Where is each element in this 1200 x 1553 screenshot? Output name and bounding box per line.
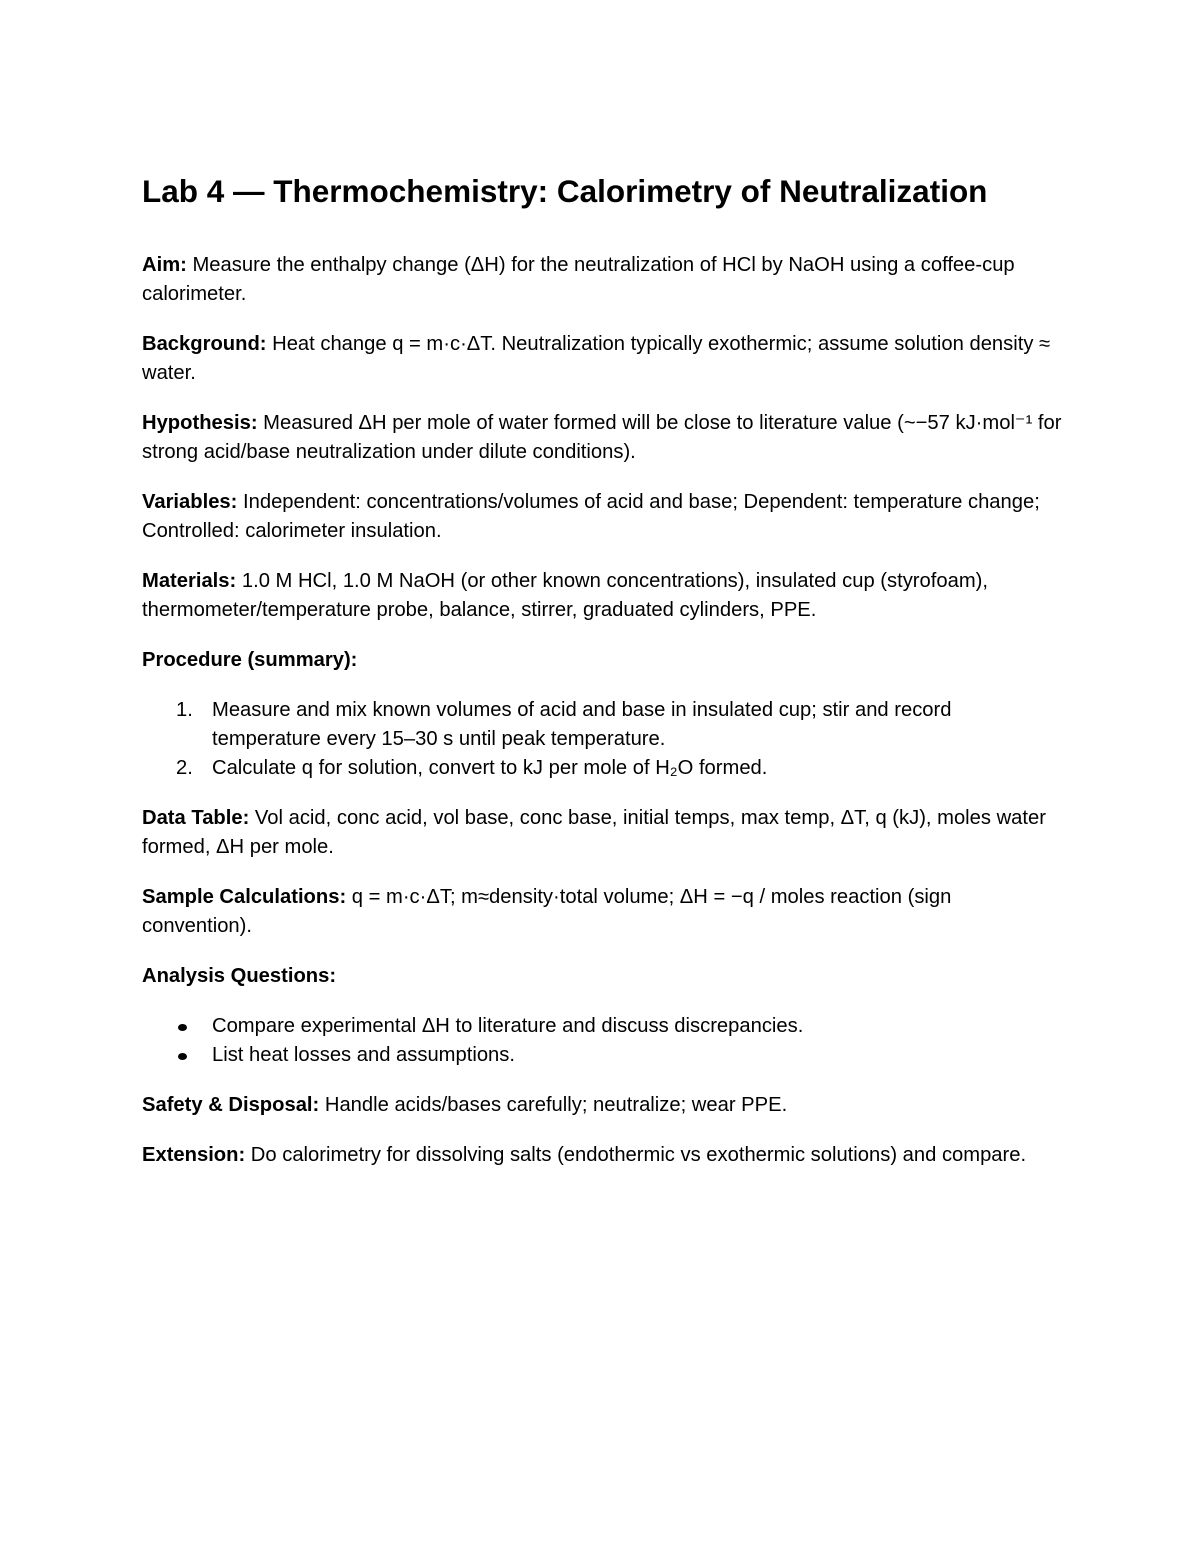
procedure-heading — [142, 646, 1062, 675]
extension-label: Extension: — [142, 1143, 246, 1166]
safety-section — [142, 1091, 1062, 1120]
variables-label: Variables: — [142, 490, 238, 513]
extension-text: Do calorimetry for dissolving salts (endothermic vs exothermic solutions) and compare. — [245, 1143, 1027, 1166]
analysis-heading — [142, 962, 1062, 991]
hypothesis-section — [142, 409, 1062, 467]
sample-calculations-section — [142, 883, 1062, 941]
extension-section — [142, 1141, 1062, 1170]
step-number: 1. — [176, 698, 193, 721]
hypothesis-text: Measured ΔH per mole of water formed will be close to literature value (~−57 kJ·mol⁻¹ for strong acid/base neutralization under dilute conditions). — [142, 411, 1062, 463]
background-text: Heat change q = m·c·ΔT. Neutralization typically exothermic; assume solution density ≈ water. — [142, 332, 1051, 384]
variables-text: Independent: concentrations/volumes of acid and base; Dependent: temperature change; Controlled: calorimeter insulation. — [142, 490, 1040, 542]
aim-text: Measure the enthalpy change (ΔH) for the neutralization of HCl by NaOH using a coffee-cup calorimeter. — [142, 253, 1015, 305]
background-label: Background: — [142, 332, 267, 355]
step-number: 2. — [176, 756, 193, 779]
safety-label: Safety & Disposal: — [142, 1093, 320, 1116]
materials-section — [142, 567, 1062, 625]
variables-section — [142, 488, 1062, 546]
analysis-item-text: Compare experimental ΔH to literature and discuss discrepancies. — [212, 1014, 804, 1037]
procedure-step — [142, 696, 1062, 754]
document-title: Lab 4 — Thermochemistry: Calorimetry of Neutralization — [142, 173, 988, 209]
sample-calculations-text: q = m·c·ΔT; m≈density·total volume; ΔH = −q / moles reaction (sign convention). — [142, 885, 952, 937]
background-section — [142, 330, 1062, 388]
materials-text: 1.0 M HCl, 1.0 M NaOH (or other known concentrations), insulated cup (styrofoam), thermometer/temperature probe, balance, stirrer, graduated cylinders, PPE. — [142, 569, 988, 621]
procedure-label: Procedure (summary): — [142, 648, 358, 671]
data-table-text: Vol acid, conc acid, vol base, conc base, initial temps, max temp, ΔT, q (kJ), moles water formed, ΔH per mole. — [142, 806, 1046, 858]
data-table-label: Data Table: — [142, 806, 250, 829]
aim-label: Aim: — [142, 253, 187, 276]
analysis-label: Analysis Questions: — [142, 964, 337, 987]
data-table-section — [142, 804, 1062, 862]
analysis-item — [142, 1012, 1062, 1041]
aim-section — [142, 251, 1062, 309]
analysis-item — [142, 1041, 1062, 1070]
materials-label: Materials: — [142, 569, 237, 592]
document-page — [142, 173, 1062, 1191]
hypothesis-label: Hypothesis: — [142, 411, 258, 434]
bullet-icon — [178, 1053, 187, 1060]
step-text: Calculate q for solution, convert to kJ per mole of H₂O formed. — [212, 756, 768, 779]
bullet-icon — [178, 1024, 187, 1031]
safety-text: Handle acids/bases carefully; neutralize; wear PPE. — [319, 1093, 788, 1116]
analysis-list — [142, 1012, 1062, 1070]
step-text: Measure and mix known volumes of acid and base in insulated cup; stir and record temperature every 15–30 s until peak temperature. — [212, 698, 952, 750]
analysis-item-text: List heat losses and assumptions. — [212, 1043, 515, 1066]
procedure-list — [142, 696, 1062, 783]
procedure-step — [142, 754, 1062, 783]
sample-calculations-label: Sample Calculations: — [142, 885, 347, 908]
